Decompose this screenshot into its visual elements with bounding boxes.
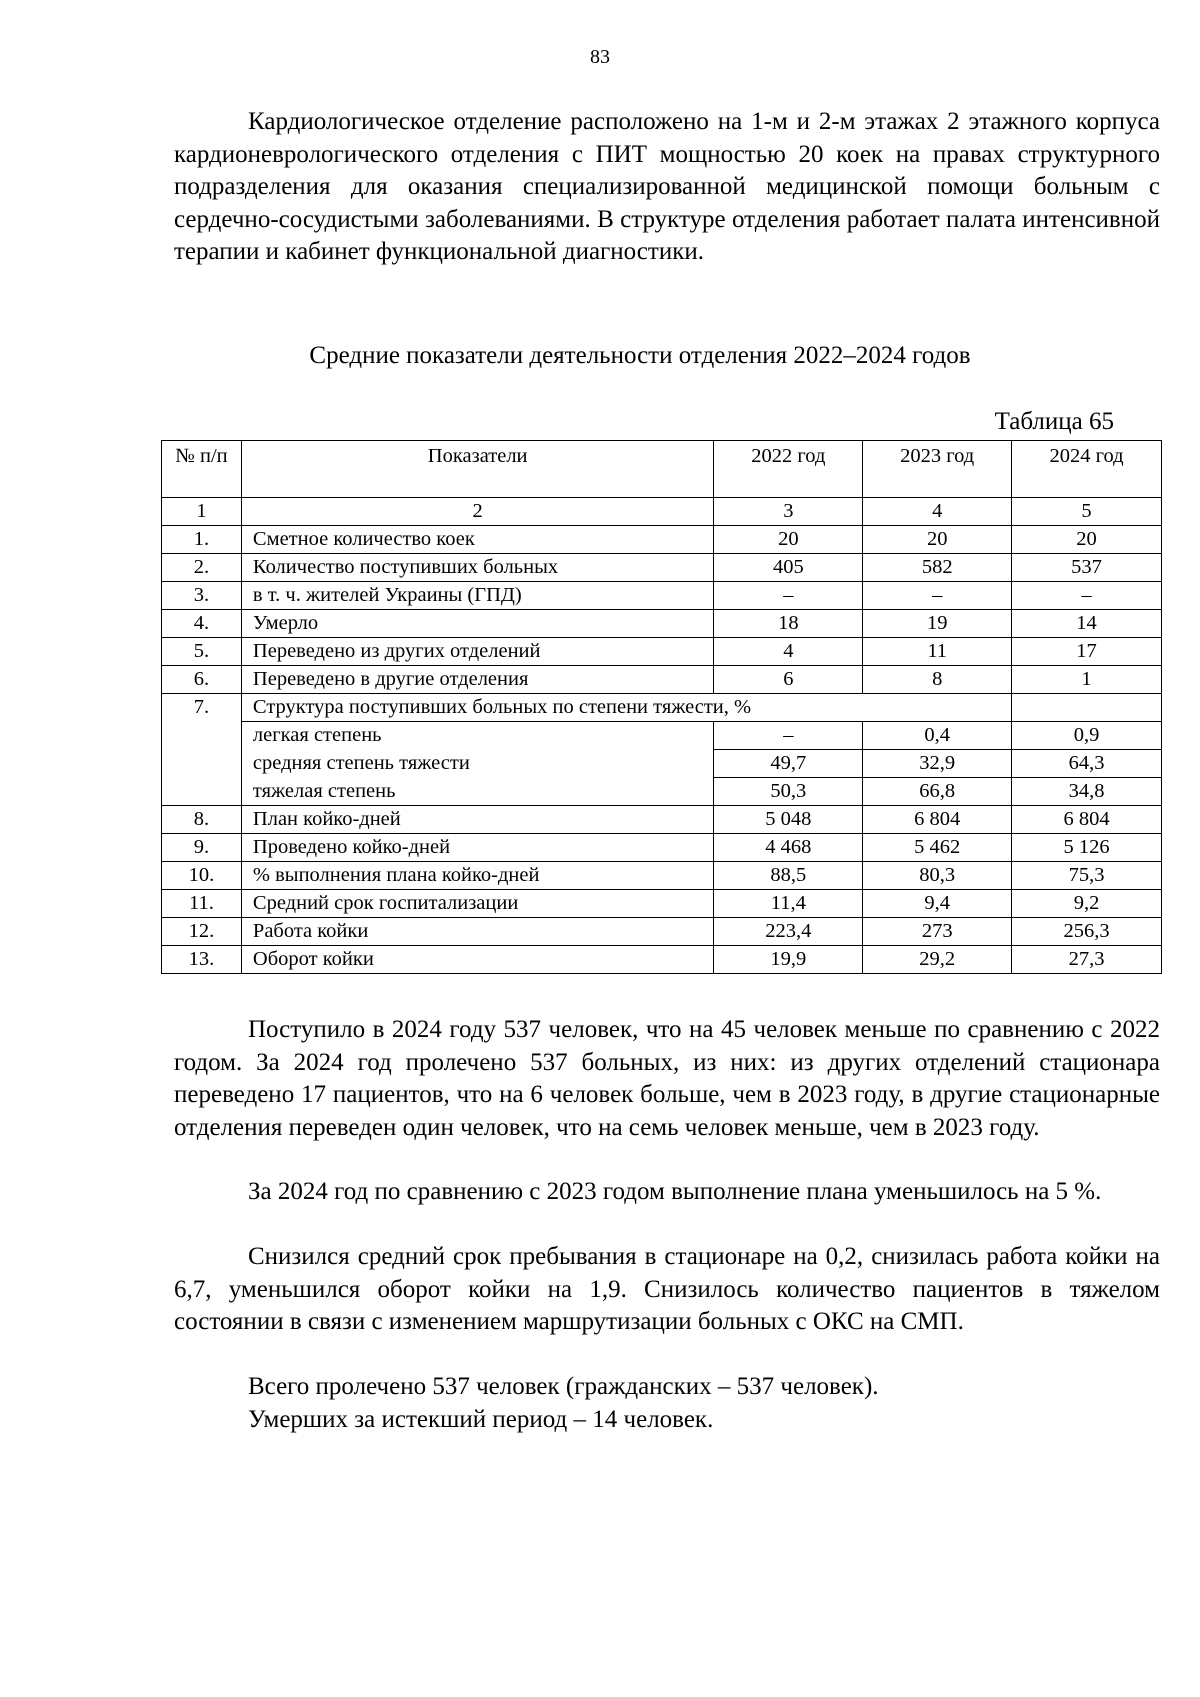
row-value-2023: 29,2 xyxy=(863,946,1012,974)
column-number: 3 xyxy=(714,498,863,526)
row-value-2022: 11,4 xyxy=(714,890,863,918)
row-value-2022: 88,5 xyxy=(714,862,863,890)
row-value-2024: – xyxy=(1012,582,1162,610)
row-value-2023: 11 xyxy=(863,638,1012,666)
table-row xyxy=(162,554,1162,582)
row-value-2023: 32,9 xyxy=(863,750,1012,778)
row-value-2024: 17 xyxy=(1012,638,1162,666)
row-indicator: Переведено из других отделений xyxy=(241,638,714,666)
treated-paragraph: Всего пролечено 537 человек (гражданских – 537 человек). xyxy=(248,1373,879,1400)
row-number: 4. xyxy=(162,610,242,638)
row-value-2022: 18 xyxy=(714,610,863,638)
structure-row xyxy=(162,722,1162,750)
header-indicator: Показатели xyxy=(241,441,714,498)
column-number: 4 xyxy=(863,498,1012,526)
header-2024: 2024 год xyxy=(1012,441,1162,498)
table-row xyxy=(162,638,1162,666)
row-indicator: легкая степень xyxy=(241,722,714,750)
row-number: 3. xyxy=(162,582,242,610)
row-value-2023: 0,4 xyxy=(863,722,1012,750)
row-indicator: Средний срок госпитализации xyxy=(241,890,714,918)
row-value-2024: 64,3 xyxy=(1012,750,1162,778)
row-number: 1. xyxy=(162,526,242,554)
row-value-2023: 80,3 xyxy=(863,862,1012,890)
row-value-2023: 5 462 xyxy=(863,834,1012,862)
row-value-2022: 50,3 xyxy=(714,778,863,806)
row-value-2022: – xyxy=(714,582,863,610)
row-number: 8. xyxy=(162,806,242,834)
row-value-2024: 1 xyxy=(1012,666,1162,694)
row-value-2024: 537 xyxy=(1012,554,1162,582)
row-number: 12. xyxy=(162,918,242,946)
row-value-2022: 49,7 xyxy=(714,750,863,778)
row-indicator: средняя степень тяжести xyxy=(241,750,714,778)
structure-row xyxy=(162,778,1162,806)
table-row xyxy=(162,946,1162,974)
table-row xyxy=(162,610,1162,638)
row-value-2024: 14 xyxy=(1012,610,1162,638)
row-value-2022: 405 xyxy=(714,554,863,582)
header-2022: 2022 год xyxy=(714,441,863,498)
table-row xyxy=(162,834,1162,862)
row-number: 5. xyxy=(162,638,242,666)
column-number: 1 xyxy=(162,498,242,526)
row-indicator: Количество поступивших больных xyxy=(241,554,714,582)
plan-paragraph: За 2024 год по сравнению с 2023 годом выполнение плана уменьшилось на 5 %. xyxy=(248,1178,1102,1205)
row-indicator: % выполнения плана койко-дней xyxy=(241,862,714,890)
header-no: № п/п xyxy=(162,441,242,498)
table-row xyxy=(162,918,1162,946)
structure-title-row xyxy=(162,694,1162,722)
row-value-2023: 9,4 xyxy=(863,890,1012,918)
row-value-2023: 6 804 xyxy=(863,806,1012,834)
column-number: 2 xyxy=(241,498,714,526)
row-number: 11. xyxy=(162,890,242,918)
row-value-2023: 8 xyxy=(863,666,1012,694)
row-value-2024: 6 804 xyxy=(1012,806,1162,834)
row-number: 9. xyxy=(162,834,242,862)
table-row xyxy=(162,526,1162,554)
row-value-2024: 5 126 xyxy=(1012,834,1162,862)
row-number: 7. xyxy=(162,694,242,806)
row-indicator: Проведено койко-дней xyxy=(241,834,714,862)
column-number-row xyxy=(162,498,1162,526)
row-value-2024: 20 xyxy=(1012,526,1162,554)
row-value-2022: 5 048 xyxy=(714,806,863,834)
row-value-2022: 4 468 xyxy=(714,834,863,862)
row-value-2022: 19,9 xyxy=(714,946,863,974)
row-value-2023: 582 xyxy=(863,554,1012,582)
row-value-2023: – xyxy=(863,582,1012,610)
structure-title: Структура поступивших больных по степени тяжести, % xyxy=(241,694,1011,722)
row-value-2024: 27,3 xyxy=(1012,946,1162,974)
table-row xyxy=(162,582,1162,610)
intro-paragraph: Кардиологическое отделение расположено на 1-м и 2-м этажах 2 этажного корпуса кардионеврологического отделения с ПИТ мощностью 20 коек на правах структурного подразделения для оказания специализированной медицинской помощи больным с сердечно-сосудистыми заболеваниями. В структуре отделения работает палата интенсивной терапии и кабинет функциональной диагностики. xyxy=(174,108,1160,265)
row-value-2022: 223,4 xyxy=(714,918,863,946)
table-header-row xyxy=(162,441,1162,498)
row-value-2024: 75,3 xyxy=(1012,862,1162,890)
row-number: 6. xyxy=(162,666,242,694)
row-value-2023: 20 xyxy=(863,526,1012,554)
indicators-paragraph: Снизился средний срок пребывания в стационаре на 0,2, снизилась работа койки на 6,7, уменьшился оборот койки на 1,9. Снизилось количество пациентов в тяжелом состоянии в связи с изменением маршрутизации больных с ОКС на СМП. xyxy=(174,1243,1160,1335)
row-number: 2. xyxy=(162,554,242,582)
row-value-2022: 6 xyxy=(714,666,863,694)
table-row xyxy=(162,890,1162,918)
empty-cell xyxy=(1012,694,1162,722)
row-value-2023: 273 xyxy=(863,918,1012,946)
table-row xyxy=(162,806,1162,834)
summary-paragraph: Поступило в 2024 году 537 человек, что на 45 человек меньше по сравнению с 2022 годом. За 2024 год пролечено 537 больных, из них: из других отделений стационара переведено 17 пациентов, что на 6 человек больше, чем в 2023 году, в другие стационарные отделения переведен один человек, что на семь человек меньше, чем в 2023 году. xyxy=(174,1016,1160,1141)
table-caption: Средние показатели деятельности отделения 2022–2024 годов xyxy=(309,342,971,369)
statistics-table xyxy=(161,440,1162,974)
page-number: 83 xyxy=(590,46,610,68)
row-indicator: Работа койки xyxy=(241,918,714,946)
row-indicator: План койко-дней xyxy=(241,806,714,834)
table-row xyxy=(162,862,1162,890)
row-value-2022: – xyxy=(714,722,863,750)
table-row xyxy=(162,666,1162,694)
table-label: Таблица 65 xyxy=(994,408,1114,435)
row-indicator: в т. ч. жителей Украины (ГПД) xyxy=(241,582,714,610)
structure-row xyxy=(162,750,1162,778)
header-2023: 2023 год xyxy=(863,441,1012,498)
row-value-2022: 4 xyxy=(714,638,863,666)
row-indicator: Переведено в другие отделения xyxy=(241,666,714,694)
row-number: 10. xyxy=(162,862,242,890)
row-indicator: тяжелая степень xyxy=(241,778,714,806)
row-value-2024: 0,9 xyxy=(1012,722,1162,750)
column-number: 5 xyxy=(1012,498,1162,526)
row-number: 13. xyxy=(162,946,242,974)
row-value-2024: 34,8 xyxy=(1012,778,1162,806)
deaths-paragraph: Умерших за истекший период – 14 человек. xyxy=(248,1406,714,1433)
row-value-2022: 20 xyxy=(714,526,863,554)
row-value-2024: 256,3 xyxy=(1012,918,1162,946)
row-value-2024: 9,2 xyxy=(1012,890,1162,918)
row-indicator: Оборот койки xyxy=(241,946,714,974)
row-indicator: Сметное количество коек xyxy=(241,526,714,554)
row-value-2023: 66,8 xyxy=(863,778,1012,806)
row-indicator: Умерло xyxy=(241,610,714,638)
row-value-2023: 19 xyxy=(863,610,1012,638)
